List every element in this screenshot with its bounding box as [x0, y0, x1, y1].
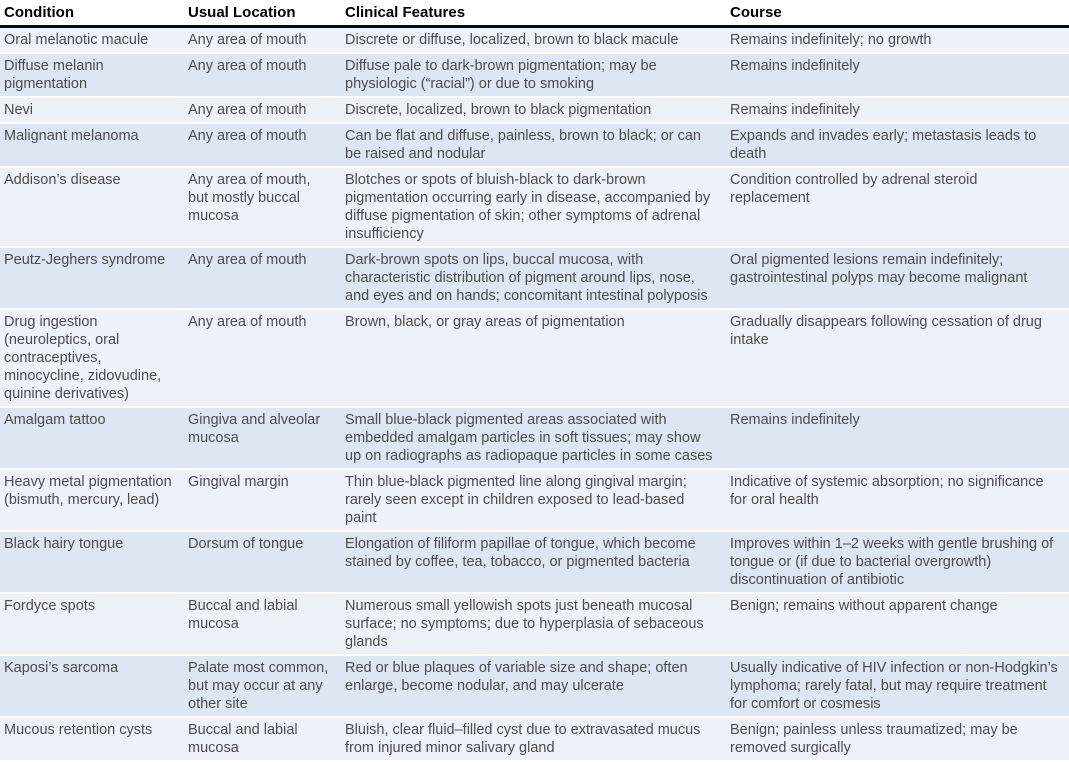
- cell-location: Any area of mouth: [184, 309, 341, 407]
- table-row: [0, 717, 1069, 761]
- table-row: [0, 27, 1069, 54]
- cell-features: Numerous small yellowish spots just beneath mucosal surface; no symptoms; due to hyperplasia of sebaceous glands: [341, 593, 726, 655]
- cell-condition: Addison’s disease: [0, 167, 184, 247]
- table-row: [0, 167, 1069, 247]
- cell-features: Discrete, localized, brown to black pigmentation: [341, 97, 726, 123]
- header-row: [0, 0, 1069, 27]
- cell-features: Brown, black, or gray areas of pigmentation: [341, 309, 726, 407]
- cell-course: Benign; remains without apparent change: [726, 593, 1069, 655]
- cell-condition: Amalgam tattoo: [0, 407, 184, 469]
- cell-condition: Peutz-Jeghers syndrome: [0, 247, 184, 309]
- cell-course: Remains indefinitely; no growth: [726, 27, 1069, 54]
- table-body: [0, 27, 1069, 762]
- cell-location: Any area of mouth, but mostly buccal mucosa: [184, 167, 341, 247]
- cell-location: Any area of mouth: [184, 97, 341, 123]
- cell-condition: Malignant melanoma: [0, 123, 184, 167]
- cell-condition: Oral melanotic macule: [0, 27, 184, 54]
- cell-condition: Mucous retention cysts: [0, 717, 184, 761]
- table-row: [0, 469, 1069, 531]
- cell-course: Improves within 1–2 weeks with gentle brushing of tongue or (if due to bacterial overgrowth) discontinuation of antibiotic: [726, 531, 1069, 593]
- cell-course: Indicative of systemic absorption; no significance for oral health: [726, 469, 1069, 531]
- cell-location: Buccal and labial mucosa: [184, 593, 341, 655]
- cell-location: Gingiva and alveolar mucosa: [184, 407, 341, 469]
- cell-location: Palate most common, but may occur at any other site: [184, 655, 341, 717]
- cell-course: Condition controlled by adrenal steroid replacement: [726, 167, 1069, 247]
- cell-location: Gingival margin: [184, 469, 341, 531]
- cell-condition: Kaposi’s sarcoma: [0, 655, 184, 717]
- cell-course: Usually indicative of HIV infection or non-Hodgkin’s lymphoma; rarely fatal, but may require treatment for comfort or cosmesis: [726, 655, 1069, 717]
- table-header: [0, 0, 1069, 27]
- table-row: [0, 309, 1069, 407]
- column-header-course: Course: [726, 0, 1069, 27]
- cell-course: Benign; painless unless traumatized; may be removed surgically: [726, 717, 1069, 761]
- cell-features: Diffuse pale to dark-brown pigmentation; may be physiologic (“racial”) or due to smoking: [341, 53, 726, 97]
- cell-features: Blotches or spots of bluish-black to dark-brown pigmentation occurring early in disease, accompanied by diffuse pigmentation of skin; other symptoms of adrenal insufficiency: [341, 167, 726, 247]
- cell-features: Discrete or diffuse, localized, brown to black macule: [341, 27, 726, 54]
- table-row: [0, 53, 1069, 97]
- table-row: [0, 531, 1069, 593]
- cell-features: Bluish, clear fluid–filled cyst due to extravasated mucus from injured minor salivary gland: [341, 717, 726, 761]
- cell-location: Dorsum of tongue: [184, 531, 341, 593]
- cell-features: Red or blue plaques of variable size and shape; often enlarge, become nodular, and may ulcerate: [341, 655, 726, 717]
- cell-location: Any area of mouth: [184, 247, 341, 309]
- cell-course: Expands and invades early; metastasis leads to death: [726, 123, 1069, 167]
- cell-features: Dark-brown spots on lips, buccal mucosa, with characteristic distribution of pigment around lips, nose, and eyes and on hands; concomitant intestinal polyposis: [341, 247, 726, 309]
- cell-course: Remains indefinitely: [726, 97, 1069, 123]
- cell-course: Remains indefinitely: [726, 407, 1069, 469]
- table-row: [0, 247, 1069, 309]
- cell-course: Oral pigmented lesions remain indefinitely; gastrointestinal polyps may become malignant: [726, 247, 1069, 309]
- column-header-usual-location: Usual Location: [184, 0, 341, 27]
- cell-condition: Black hairy tongue: [0, 531, 184, 593]
- cell-condition: Diffuse melanin pigmentation: [0, 53, 184, 97]
- cell-features: Thin blue-black pigmented line along gingival margin; rarely seen except in children exposed to lead-based paint: [341, 469, 726, 531]
- cell-features: Can be flat and diffuse, painless, brown to black; or can be raised and nodular: [341, 123, 726, 167]
- table-row: [0, 655, 1069, 717]
- cell-condition: Drug ingestion (neuroleptics, oral contraceptives, minocycline, zidovudine, quinine derivatives): [0, 309, 184, 407]
- cell-features: Elongation of filiform papillae of tongue, which become stained by coffee, tea, tobacco, or pigmented bacteria: [341, 531, 726, 593]
- cell-features: Small blue-black pigmented areas associated with embedded amalgam particles in soft tissues; may show up on radiographs as radiopaque particles in some cases: [341, 407, 726, 469]
- table-row: [0, 593, 1069, 655]
- cell-location: Any area of mouth: [184, 123, 341, 167]
- cell-location: Any area of mouth: [184, 27, 341, 54]
- table-row: [0, 97, 1069, 123]
- cell-condition: Fordyce spots: [0, 593, 184, 655]
- cell-location: Buccal and labial mucosa: [184, 717, 341, 761]
- table-row: [0, 407, 1069, 469]
- column-header-condition: Condition: [0, 0, 184, 27]
- column-header-clinical-features: Clinical Features: [341, 0, 726, 27]
- cell-condition: Heavy metal pigmentation (bismuth, mercury, lead): [0, 469, 184, 531]
- cell-course: Gradually disappears following cessation of drug intake: [726, 309, 1069, 407]
- cell-course: Remains indefinitely: [726, 53, 1069, 97]
- cell-condition: Nevi: [0, 97, 184, 123]
- table-row: [0, 123, 1069, 167]
- cell-location: Any area of mouth: [184, 53, 341, 97]
